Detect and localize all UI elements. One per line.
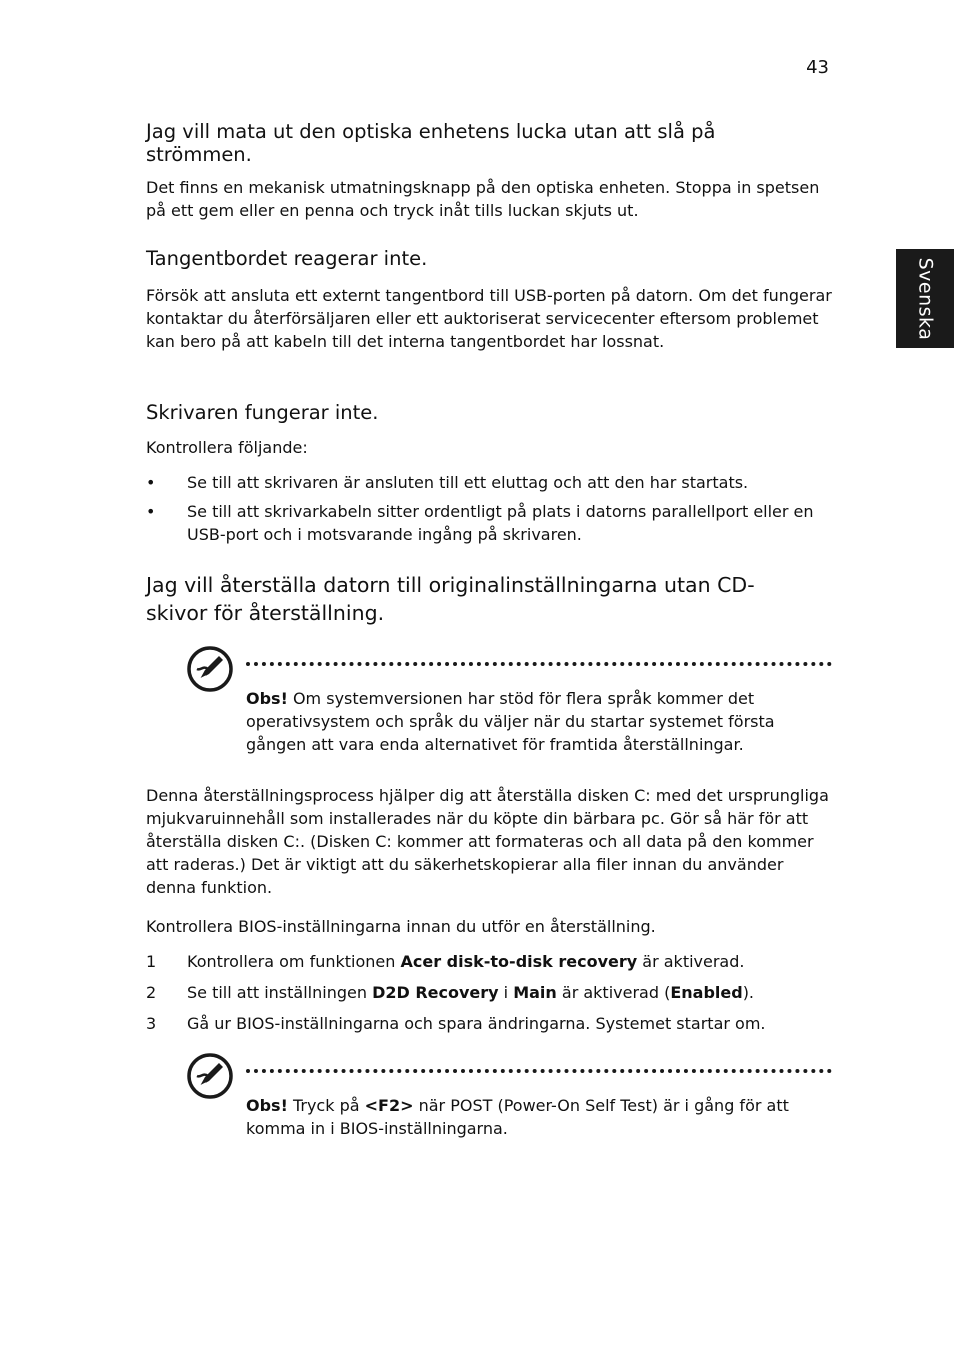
step-text: Kontrollera om funktionen Acer disk-to-disk recovery är aktiverad.: [187, 952, 745, 971]
bullet-marker: •: [146, 502, 156, 521]
bullet-marker: •: [146, 473, 156, 492]
page-number: 43: [806, 57, 829, 78]
heading-restore: Jag vill återställa datorn till originalinställningarna utan CD-skivor för återställning.: [146, 573, 755, 625]
key-name: <F2>: [364, 1096, 414, 1115]
note-restore: [246, 687, 826, 756]
step-text: Gå ur BIOS-inställningarna och spara ändringarna. Systemet startar om.: [187, 1014, 766, 1033]
note-pen-icon: [186, 1052, 234, 1100]
heading-printer: Skrivaren fungerar inte.: [146, 401, 379, 424]
note-label: Obs!: [246, 689, 288, 708]
note-pen-icon: [186, 645, 234, 693]
body-optical: Det finns en mekanisk utmatningsknapp på den optiska enheten. Stoppa in spetsen på ett gem eller en penna och tryck inåt tills luckan skjuts ut.: [146, 178, 820, 220]
note-divider: [246, 1069, 832, 1073]
note-bios: Obs! Tryck på <F2> när POST (Power-On Self Test) är i gång för att komma in i BIOS-inställningarna.: [246, 1096, 789, 1138]
note-text: Om systemversionen har stöd för flera språk kommer det operativsystem och språk du väljer när du startar systemet första gången att vara enda alternativet för framtida återställningar.: [246, 689, 775, 754]
body-restore: Denna återställningsprocess hjälper dig att återställa disken C: med det ursprungliga mjukvaruinnehåll som installerades när du köpte din bärbara pc. Gör så här för att återställa disken C:. (Disken C: kommer att formateras och all data på den kommer att raderas.) Det är viktigt att du säkerhetskopierar alla filer innan du använder denna funktion.: [146, 786, 829, 897]
list-item-text: Se till att skrivarkabeln sitter ordentligt på plats i datorns parallellport eller en USB-port och i motsvarande ingång på skrivaren.: [187, 502, 814, 544]
heading-keyboard: Tangentbordet reagerar inte.: [146, 247, 428, 270]
note-divider: [246, 662, 832, 666]
note-label: Obs!: [246, 1096, 288, 1115]
body-keyboard: Försök att ansluta ett externt tangentbord till USB-porten på datorn. Om det fungerar kontaktar du återförsäljaren eller ett auktoriserat servicecenter eftersom problemet kan bero på att kabeln till det interna tangentbordet har lossnat.: [146, 286, 832, 351]
step-number: 1: [146, 952, 157, 971]
printer-intro: Kontrollera följande:: [146, 438, 308, 457]
step-number: 3: [146, 1014, 157, 1033]
list-item-text: Se till att skrivaren är ansluten till ett eluttag och att den har startats.: [187, 473, 749, 492]
setting-name: D2D Recovery: [372, 983, 499, 1002]
setting-value: Enabled: [670, 983, 743, 1002]
language-tab: [896, 249, 954, 348]
bios-intro: Kontrollera BIOS-inställningarna innan du utför en återställning.: [146, 917, 656, 936]
step-text: Se till att inställningen D2D Recovery i Main är aktiverad (Enabled).: [187, 983, 755, 1002]
menu-name: Main: [513, 983, 557, 1002]
language-tab-label: Svenska: [914, 257, 936, 340]
step-number: 2: [146, 983, 157, 1002]
heading-optical: Jag vill mata ut den optiska enhetens lucka utan att slå på strömmen.: [146, 120, 716, 166]
setting-name: Acer disk-to-disk recovery: [400, 952, 638, 971]
